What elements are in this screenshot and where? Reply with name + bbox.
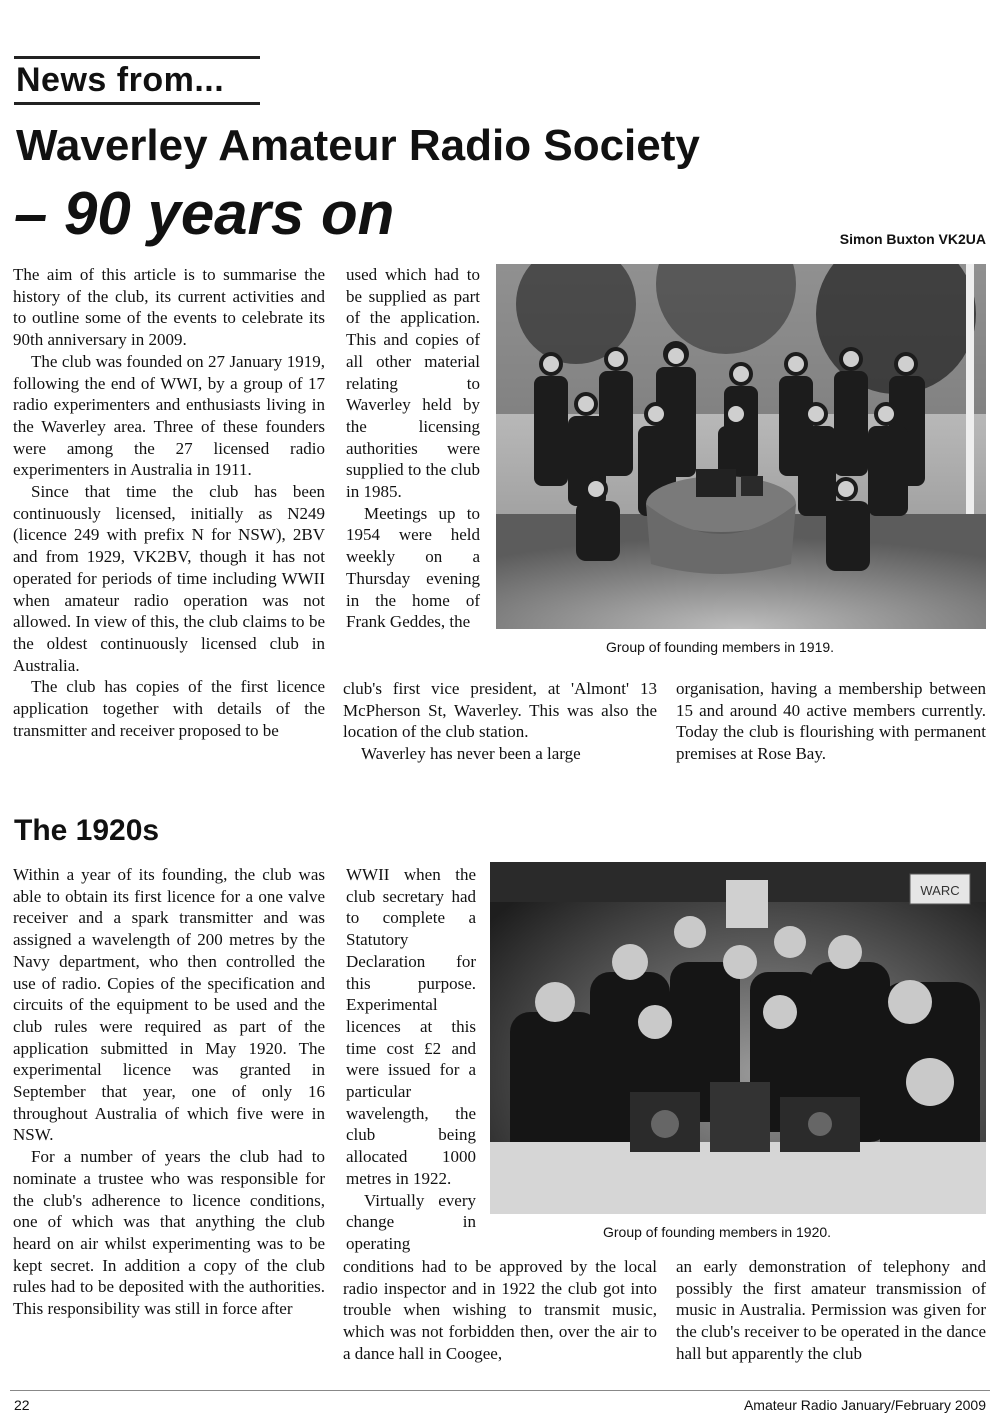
section-label: News from... — [16, 61, 225, 99]
section-1920s-column-2-narrow — [346, 864, 476, 1255]
section-heading-1920s: The 1920s — [14, 814, 160, 847]
photo-1919-image — [496, 264, 986, 629]
paragraph: Meetings up to 1954 were held weekly on a Thursday evening in the home of Frank Geddes, the — [346, 503, 480, 632]
paragraph: The club was founded on 27 January 1919, following the end of WWI, by a group of 17 radio experimenters and enthusiasts living in the Waverley area. Three of these founders were among the 27 licensed radio experimenters in Australia in 1911. — [13, 351, 325, 480]
photo-founding-members-1920 — [490, 862, 986, 1214]
article-column-2-wide — [343, 678, 657, 765]
section-1920s-column-1 — [13, 864, 325, 1320]
paragraph: used which had to be supplied as part of the application. This and copies of all other material relating to Waverley held by the licensing authorities were supplied to the club in 1985. — [346, 265, 480, 502]
page-number: 22 — [14, 1397, 30, 1413]
photo-1920-image — [490, 862, 986, 1214]
photo-1920-caption: Group of founding members in 1920. — [603, 1224, 832, 1240]
author-byline: Simon Buxton VK2UA — [839, 231, 986, 247]
warc-sign-text: WARC — [920, 883, 960, 898]
paragraph: Virtually every change in operating — [346, 1190, 476, 1253]
article-column-2-narrow — [346, 264, 480, 633]
photo-1919-caption: Group of founding members in 1919. — [606, 639, 835, 655]
paragraph: Within a year of its founding, the club was able to obtain its first licence for a one valve receiver and a spark transmitter and was assigned a wavelength of 200 metres by the Navy department, who then controlled the use of radio. Copies of the specification and circuits of the equipment to be used and the club rules were required as part of the application submitted in May 1920. The experimental licence was granted in September that year, one of only 16 throughout Australia of which five were in NSW. — [13, 865, 325, 1145]
paragraph: club's first vice president, at 'Almont' 13 McPherson St, Waverley. This was also the location of the club station. — [343, 679, 657, 742]
article-column-1 — [13, 264, 325, 741]
paragraph: Since that time the club has been continuously licensed, initially as N249 (licence 249 with prefix N for NSW), 2BV and from 1929, VK2BV, though it has not operated for periods of time including WWII when amateur radio operation was not allowed. In view of this, the club claims to be the oldest continuously licensed club in Australia. — [13, 482, 325, 675]
footer-rule — [10, 1390, 990, 1391]
header-rule-bottom — [14, 102, 260, 105]
paragraph: Waverley has never been a large — [361, 744, 581, 764]
paragraph: conditions had to be approved by the local radio inspector and in 1922 the club got into trouble when wishing to transmit music, which was not forbidden then, over the air to a dance hall in Coogee, — [343, 1257, 657, 1363]
paragraph: organisation, having a membership between 15 and around 40 active members currently. Today the club is flourishing with permanent premises at Rose Bay. — [676, 679, 986, 764]
section-1920s-column-2-wide — [343, 1256, 657, 1365]
header-rule-top — [14, 56, 260, 59]
article-subtitle: – 90 years on — [14, 180, 395, 247]
photo-founding-members-1919 — [496, 264, 986, 629]
paragraph: an early demonstration of telephony and possibly the first amateur transmission of music in Australia. Permission was given for the club's receiver to be operated in the dance hall but apparently the club — [676, 1257, 986, 1363]
paragraph: For a number of years the club had to nominate a trustee who was responsible for the club's adherence to licence conditions, one of which was that anything the club heard on air whilst experimenting was to be kept secret. In addition a copy of the club rules had to be deposited with the authorities. This responsibility was still in force after — [13, 1147, 325, 1319]
section-1920s-column-3 — [676, 1256, 986, 1365]
article-title: Waverley Amateur Radio Society — [16, 121, 700, 170]
paragraph: The club has copies of the first licence application together with details of the transmitter and receiver proposed to be — [13, 677, 325, 740]
publication-name: Amateur Radio January/February 2009 — [743, 1397, 986, 1413]
paragraph: WWII when the club secretary had to complete a Statutory Declaration for this purpose. Experimental licences at this time cost £2 and were issued for a particular wavelength, the club being allocated 1000 metres in 1922. — [346, 865, 476, 1188]
article-column-3 — [676, 678, 986, 765]
paragraph: The aim of this article is to summarise the history of the club, its current activities and to outline some of the events to celebrate its 90th anniversary in 2009. — [13, 265, 325, 350]
